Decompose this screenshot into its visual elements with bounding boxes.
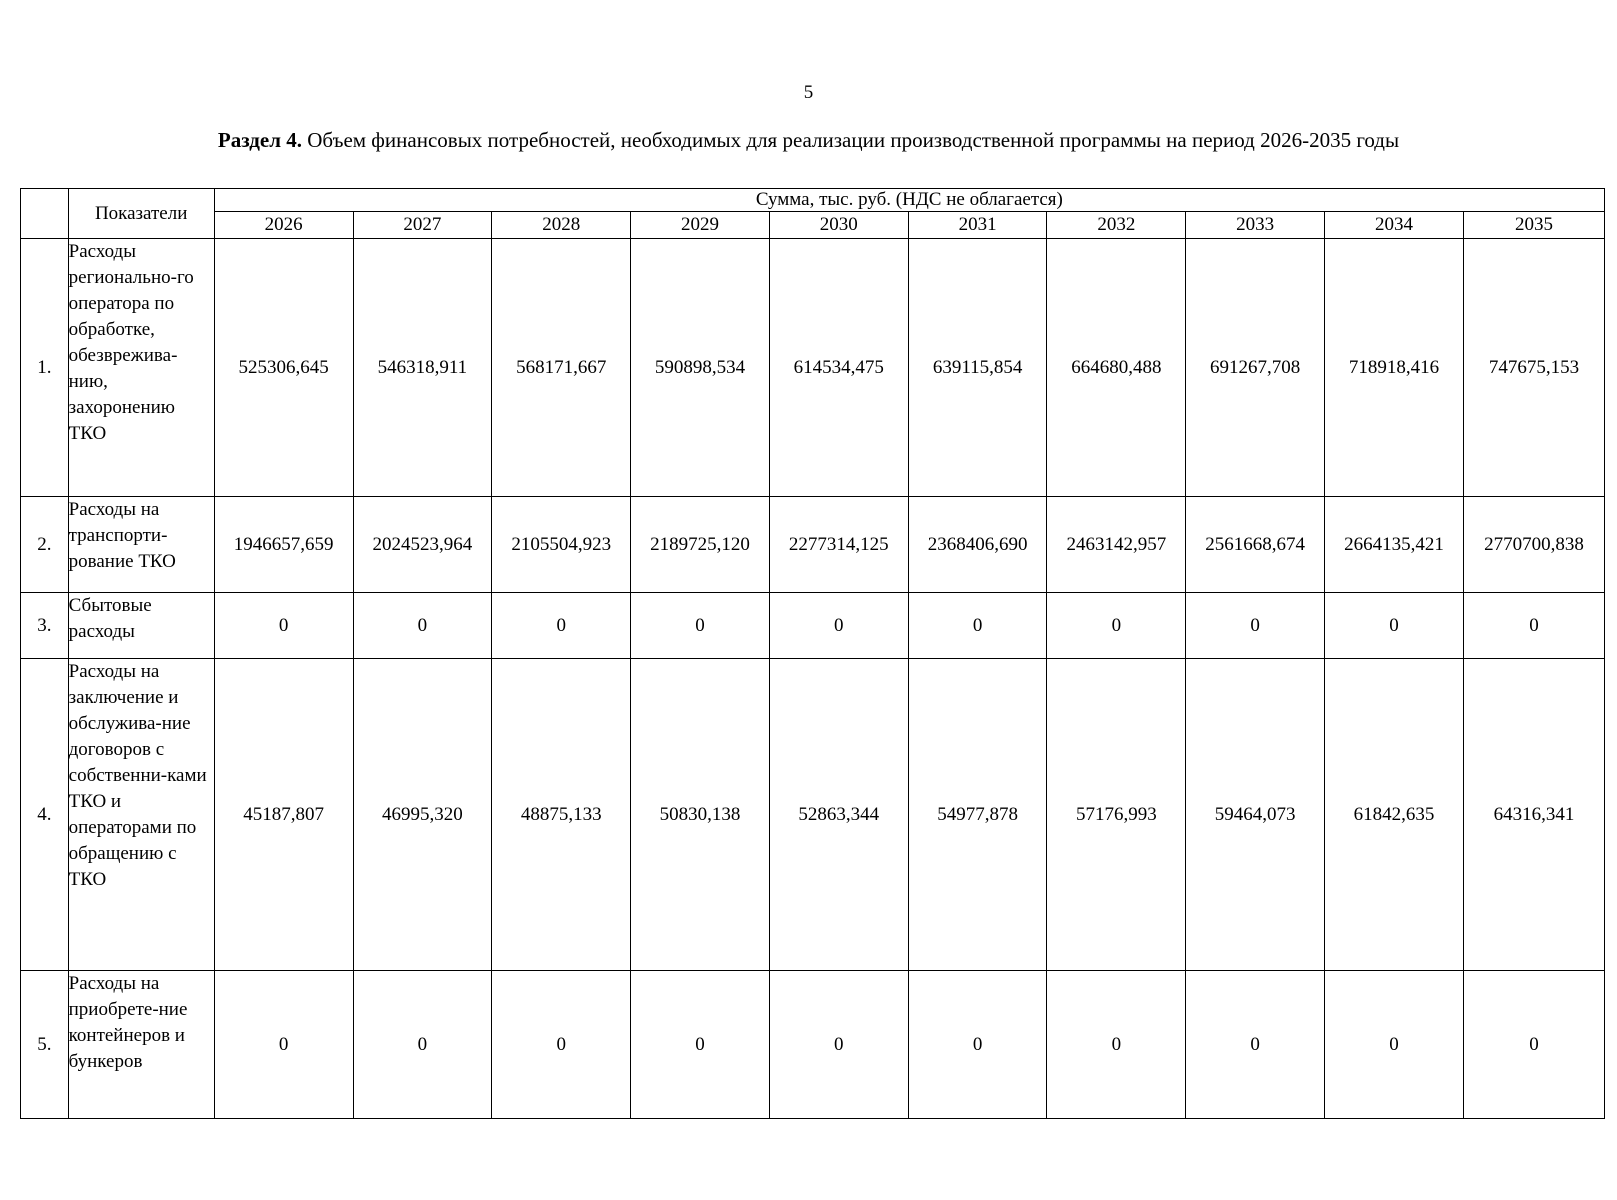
- year-header-2027: 2027: [353, 212, 492, 239]
- value-cell: 0: [1047, 971, 1186, 1119]
- row-label: Расходы на транспорти-рование ТКО: [68, 497, 214, 593]
- section-title-text: Объем финансовых потребностей, необходимых для реализации производственной программы на период 2026-2035 годы: [302, 128, 1400, 152]
- value-cell: 2368406,690: [908, 497, 1047, 593]
- number-header-cell: [21, 189, 69, 239]
- row-label: Сбытовые расходы: [68, 593, 214, 659]
- table-row: [21, 593, 1605, 659]
- value-cell: 2463142,957: [1047, 497, 1186, 593]
- value-cell: 46995,320: [353, 659, 492, 971]
- value-cell: 0: [1047, 593, 1186, 659]
- value-cell: 59464,073: [1186, 659, 1325, 971]
- value-cell: 0: [353, 593, 492, 659]
- value-cell: 0: [214, 593, 353, 659]
- row-label: Расходы на заключение и обслужива-ние договоров с собственни-ками ТКО и операторами по обращению с ТКО: [68, 659, 214, 971]
- section-title: [0, 128, 1617, 153]
- value-cell: 0: [1463, 593, 1604, 659]
- value-cell: 64316,341: [1463, 659, 1604, 971]
- year-header-2030: 2030: [769, 212, 908, 239]
- row-number: 3.: [21, 593, 69, 659]
- value-cell: 2664135,421: [1325, 497, 1464, 593]
- value-cell: 52863,344: [769, 659, 908, 971]
- table-row: [21, 971, 1605, 1119]
- value-cell: 546318,911: [353, 239, 492, 497]
- year-header-2029: 2029: [631, 212, 770, 239]
- table-row: [21, 239, 1605, 497]
- year-header-2028: 2028: [492, 212, 631, 239]
- value-cell: 590898,534: [631, 239, 770, 497]
- value-cell: 54977,878: [908, 659, 1047, 971]
- year-header-2026: 2026: [214, 212, 353, 239]
- value-cell: 568171,667: [492, 239, 631, 497]
- value-cell: 50830,138: [631, 659, 770, 971]
- header-row-years: [21, 212, 1605, 239]
- value-cell: 0: [492, 971, 631, 1119]
- header-row-sum: [21, 189, 1605, 212]
- value-cell: 0: [908, 593, 1047, 659]
- section-title-bold: Раздел 4.: [217, 128, 303, 152]
- value-cell: 0: [1325, 593, 1464, 659]
- financial-needs-table: [20, 188, 1605, 1119]
- value-cell: 0: [1186, 971, 1325, 1119]
- value-cell: 0: [769, 593, 908, 659]
- value-cell: 639115,854: [908, 239, 1047, 497]
- value-cell: 0: [214, 971, 353, 1119]
- value-cell: 525306,645: [214, 239, 353, 497]
- row-number: 1.: [21, 239, 69, 497]
- year-header-2032: 2032: [1047, 212, 1186, 239]
- table-row: [21, 497, 1605, 593]
- table-row: [21, 659, 1605, 971]
- value-cell: 691267,708: [1186, 239, 1325, 497]
- value-cell: 664680,488: [1047, 239, 1186, 497]
- value-cell: 0: [1463, 971, 1604, 1119]
- value-cell: 614534,475: [769, 239, 908, 497]
- page-number: 5: [803, 82, 814, 103]
- sum-header: Сумма, тыс. руб. (НДС не облагается): [214, 189, 1604, 212]
- table-header: [21, 189, 1605, 239]
- value-cell: 747675,153: [1463, 239, 1604, 497]
- value-cell: 61842,635: [1325, 659, 1464, 971]
- value-cell: 2561668,674: [1186, 497, 1325, 593]
- year-header-2031: 2031: [908, 212, 1047, 239]
- value-cell: 2189725,120: [631, 497, 770, 593]
- value-cell: 0: [353, 971, 492, 1119]
- row-number: 5.: [21, 971, 69, 1119]
- value-cell: 48875,133: [492, 659, 631, 971]
- table-body: [21, 239, 1605, 1119]
- value-cell: 0: [1325, 971, 1464, 1119]
- value-cell: 57176,993: [1047, 659, 1186, 971]
- indicator-header: Показатели: [68, 189, 214, 239]
- year-header-2034: 2034: [1325, 212, 1464, 239]
- value-cell: 718918,416: [1325, 239, 1464, 497]
- value-cell: 2277314,125: [769, 497, 908, 593]
- row-number: 4.: [21, 659, 69, 971]
- value-cell: 0: [631, 971, 770, 1119]
- value-cell: 2770700,838: [1463, 497, 1604, 593]
- year-header-2033: 2033: [1186, 212, 1325, 239]
- value-cell: 1946657,659: [214, 497, 353, 593]
- value-cell: 0: [769, 971, 908, 1119]
- value-cell: 45187,807: [214, 659, 353, 971]
- value-cell: 0: [908, 971, 1047, 1119]
- value-cell: 0: [631, 593, 770, 659]
- row-label: Расходы регионально-го оператора по обработке, обезврежива-нию, захоронению ТКО: [68, 239, 214, 497]
- value-cell: 2105504,923: [492, 497, 631, 593]
- year-header-2035: 2035: [1463, 212, 1604, 239]
- value-cell: 0: [1186, 593, 1325, 659]
- value-cell: 0: [492, 593, 631, 659]
- row-number: 2.: [21, 497, 69, 593]
- value-cell: 2024523,964: [353, 497, 492, 593]
- row-label: Расходы на приобрете-ние контейнеров и бункеров: [68, 971, 214, 1119]
